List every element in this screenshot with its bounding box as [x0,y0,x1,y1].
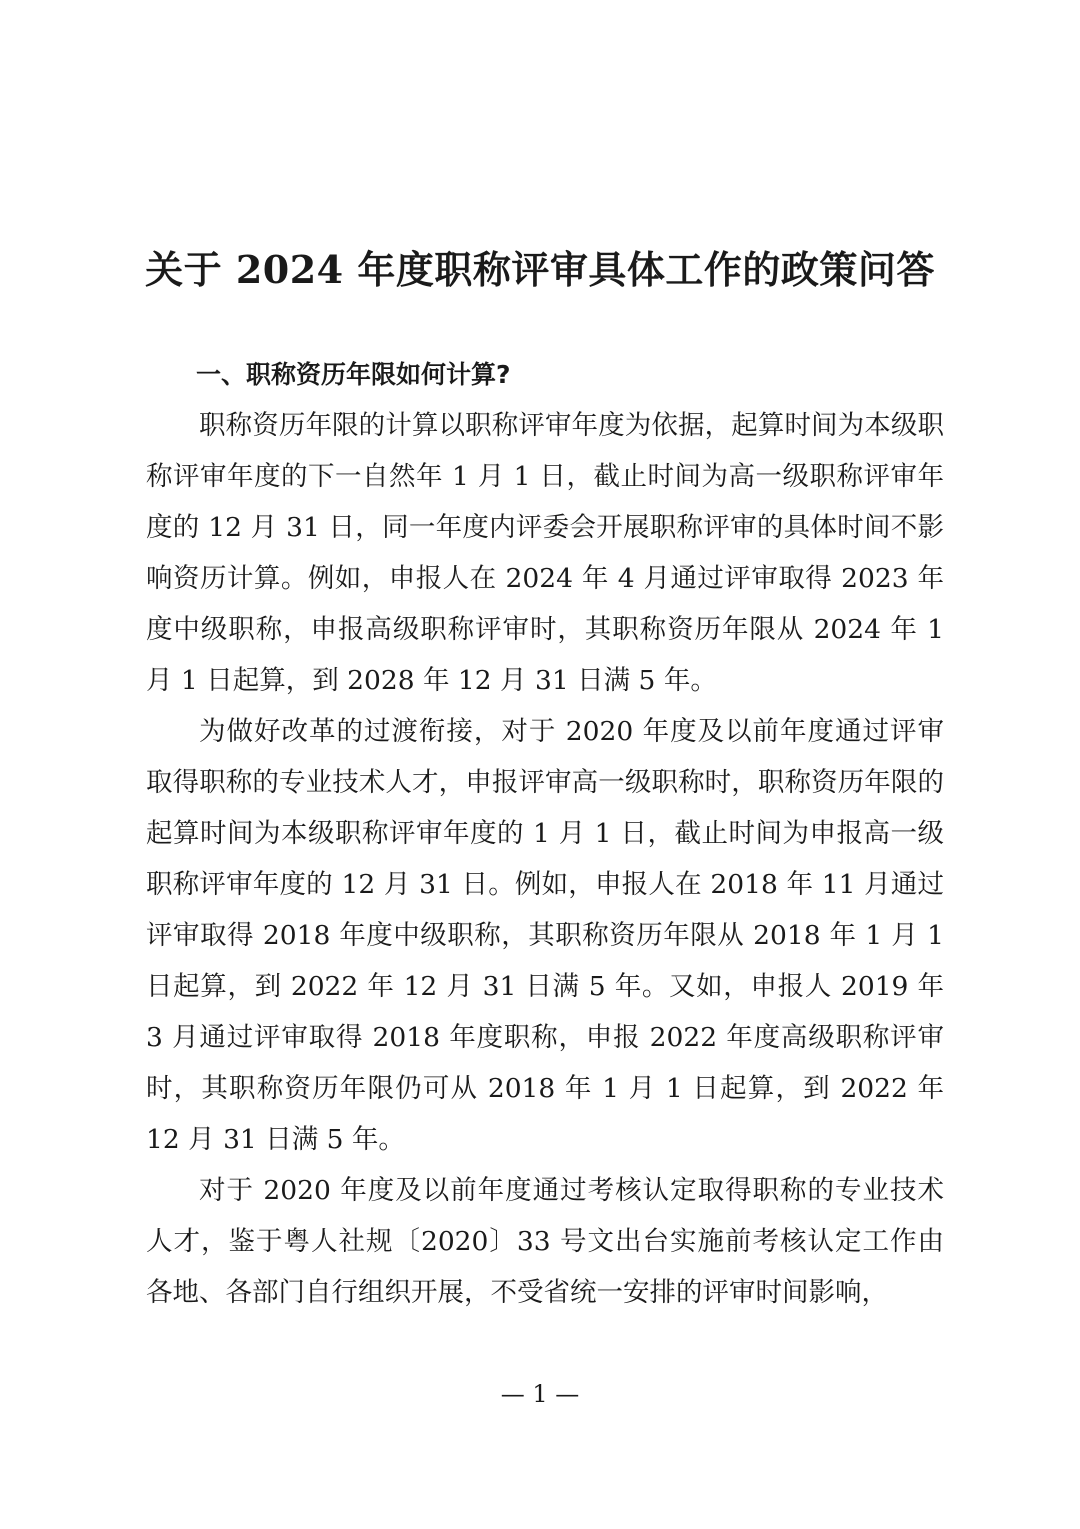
paragraph: 对于 2020 年度及以前年度通过考核认定取得职称的专业技术人才，鉴于粤人社规〔2020〕33 号文出台实施前考核认定工作由各地、各部门自行组织开展，不受省统一安排的评审时间影响， [146,1175,944,1308]
document-title: 关于 2024 年度职称评审具体工作的政策问答 [145,247,935,292]
paragraph: 为做好改革的过渡衔接，对于 2020 年度及以前年度通过评审取得职称的专业技术人才，申报评审高一级职称时，职称资历年限的起算时间为本级职称评审年度的 1 月 1 日，截止时间为申报高一级职称评审年度的 12 月 31 日。例如，申报人在 2018 年 11 月通过评审取得 2018 年度中级职称，其职称资历年限从 2018 年 1 月 1 日起算，到 2022 年 12 月 31 日满 5 年。又如，申报人 2019 年 3 月通过评审取得 2018 年度职称，申报 2022 年度高级职称评审时，其职称资历年限仍可从 2018 年 1 月 1 日起算，到 2022 年 12 月 31 日满 5 年。 [146,716,944,1155]
section-heading: 一、职称资历年限如何计算? [196,360,511,389]
page-number: — 1 — [500,1380,580,1408]
document-body [146,349,944,1318]
paragraph: 职称资历年限的计算以职称评审年度为依据，起算时间为本级职称评审年度的下一自然年 1 月 1 日，截止时间为高一级职称评审年度的 12 月 31 日，同一年度内评委会开展职称评审的具体时间不影响资历计算。例如，申报人在 2024 年 4 月通过评审取得 2023 年度中级职称，申报高级职称评审时，其职称资历年限从 2024 年 1 月 1 日起算，到 2028 年 12 月 31 日满 5 年。 [146,410,944,696]
